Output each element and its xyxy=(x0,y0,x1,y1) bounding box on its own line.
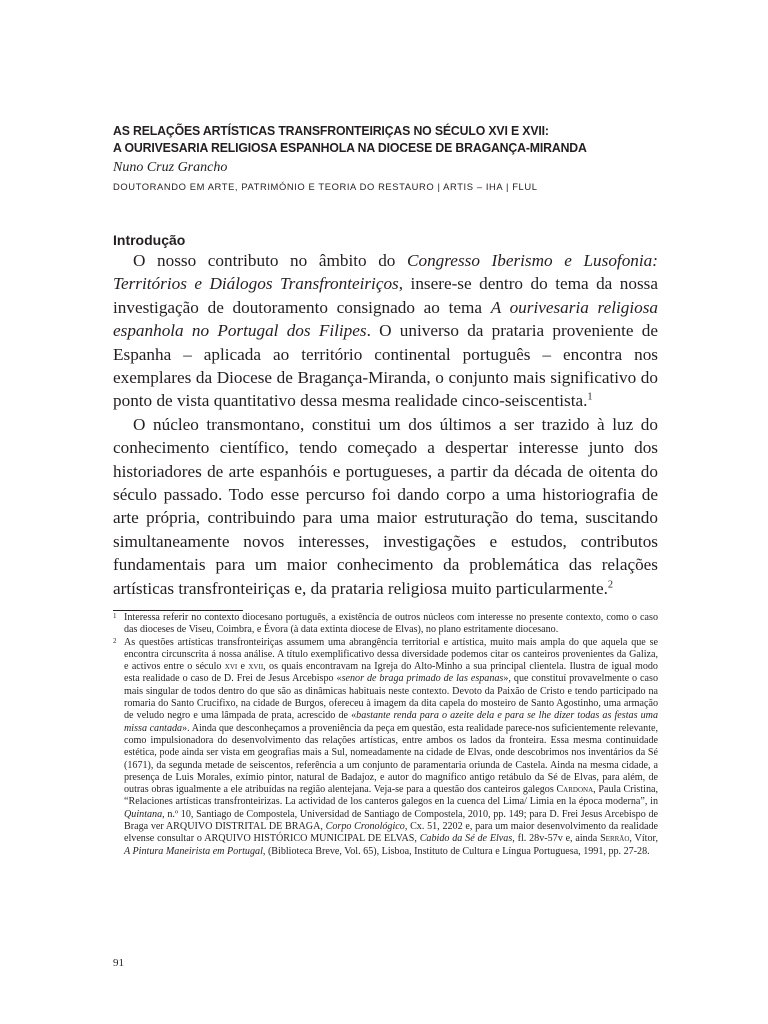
footnote-ref-2[interactable]: 2 xyxy=(607,578,614,590)
page-number: 91 xyxy=(113,957,124,969)
p1-italic-thesis: A ourivesaria religiosa espanhola no Portugal dos Filipes xyxy=(113,297,658,341)
fn2-text-2: e xyxy=(237,661,249,673)
author-affiliation: DOUTORANDO EM ARTE, PATRIMÓNIO E TEORIA DO RESTAURO | ARTIS – IHA | FLUL xyxy=(113,181,538,192)
p2-text: O núcleo transmontano, constitui um dos últimos a ser trazido à luz do conhecimento científico, tendo começado a despertar interesse junto dos historiadores de arte espanhóis e portugueses, a partir da década de oitenta do século passado. Todo esse percurso foi dando corpo a uma historiografia de arte própria, contribuindo para uma maior estruturação do tema, suscitando simultaneamente novos interesses, investigações e estudos, contributos fundamentais para um maior conhecimento da problemática das relações artísticas transfronteiriças e, da prataria religiosa muito particularmente. xyxy=(113,414,658,598)
footnote-1 xyxy=(113,612,658,637)
fn2-century-xvi: xvi xyxy=(224,661,238,673)
fn2-italic-2: bastante renda para o azeite dela e para se lhe dizer todas as festas uma missa cantada xyxy=(124,710,659,734)
fn2-text-9: , fl. 28v-57v e, ainda xyxy=(512,833,601,845)
p1-text-2: , insere-se dentro do tema da nossa investigação de doutoramento consignado ao tema xyxy=(113,274,658,317)
fn2-italic-quintana: Quintana xyxy=(124,808,163,820)
fn2-italic-corpo: Corpo Cronológico xyxy=(325,821,405,833)
fn2-text-10: , Vítor, xyxy=(629,833,658,845)
fn2-author-serrao: Serrão xyxy=(600,833,630,845)
section-heading: Introdução xyxy=(113,232,186,248)
fn2-text-8: , Cx. 51, 2202 e, para um maior desenvolvimento da realidade elvense consultar o ARQUIVO HISTÓRICO MUNICIPAL DE ELVAS, xyxy=(124,821,659,845)
fn2-italic-cabido: Cabido da Sé de Elvas xyxy=(419,833,513,845)
fn2-author-cardona: Cardona xyxy=(556,784,594,796)
article-title xyxy=(113,122,620,156)
footnotes xyxy=(113,612,658,858)
footnote-divider xyxy=(113,610,243,611)
document-page xyxy=(113,0,658,1024)
paragraph-1 xyxy=(113,249,658,413)
fn2-italic-pintura: A Pintura Maneirista em Portugal xyxy=(124,845,263,857)
title-line-1: AS RELAÇÕES ARTÍSTICAS TRANSFRONTEIRIÇAS NO SÉCULO XVI E XVII: xyxy=(113,123,549,138)
fn2-text-3: , os quais encontravam na Igreja do Alto-Minho a sua principal clientela. Ilustra de igual modo esta realidade o caso de D. Frei de Jesus Arcebispo « xyxy=(124,661,658,685)
footnote-2-number: 2 xyxy=(113,636,117,645)
fn2-text-11: , (Biblioteca Breve, Vol. 65), Lisboa, Instituto de Cultura e Língua Portuguesa, 1991, pp. 27-28. xyxy=(262,845,650,857)
footnote-1-text: Interessa referir no contexto diocesano português, a existência de outros núcleos com interesse no presente contexto, como o caso das dioceses de Viseu, Coimbra, e Évora (à data extinta diocese de Elvas), no plano estritamente diocesano. xyxy=(124,612,658,636)
fn2-text-7: , n.º 10, Santiago de Compostela, Universidad de Santiago de Compostela, 2010, pp. 149; para D. Frei Jesus Arcebispo de Braga ver ARQUIVO DISTRITAL DE BRAGA, xyxy=(124,808,658,833)
body-text xyxy=(113,249,658,600)
paragraph-2 xyxy=(113,413,658,600)
footnote-ref-1[interactable]: 1 xyxy=(587,391,593,403)
fn2-century-xvii: xvii xyxy=(248,661,264,673)
p1-italic-congress: Congresso Iberismo e Lusofonia: Territórios e Diálogos Transfronteiriços xyxy=(113,251,658,294)
fn2-italic-1: senor de braga primado de las espanas xyxy=(341,673,504,685)
fn2-text-5: ». Ainda que desconheçamos a proveniência da peça em questão, esta realidade parece-nos suficientemente relevante, como impulsionadora do desenvolvimento das relações artísticas, entre ambos os lados da fronteira. Essa mesma continuidade estética, pode ainda ser vista em geografias mais a Sul, nomeadamente na cidade de Elvas, onde descobrimos nos inventários da Sé (1671), da segunda metade de seiscentos, referência a um conjunto de paramentaria oriunda de Castela. Ainda na mesma cidade, a presença de Luis Morales, exímio pintor, natural de Badajoz, e autor do magnífico antigo retábulo da Sé de Elvas, para além, de outras obras igualmente a ele atribuídas na região alentejana. Veja-se para a questão dos canteiros galegos xyxy=(124,722,658,796)
footnote-2 xyxy=(113,637,658,858)
footnote-1-number: 1 xyxy=(113,612,117,620)
p1-text-3: . O universo da prataria proveniente de Espanha – aplicada ao território continental português – encontra nos exemplares da Diocese de Bragança-Miranda, o conjunto mais significativo do ponto de vista quantitativo dessa mesma realidade cinco-seiscentista. xyxy=(113,321,658,411)
p1-text-1: O nosso contributo no âmbito do xyxy=(133,251,408,270)
fn2-text-4: », que constituí provavelmente o caso mais singular de todos dentro do que são as dinâmicas habituais neste contexto. Devoto da Paixão de Cristo e tendo participado na romaria do Santo Crucifixo, na cidade de Burgos, ofereceu à imagem da dita capela do mosteiro de Santo Agostinho, uma armação de veludo negro e uma lâmpada de prata, acrescido de « xyxy=(124,673,658,722)
fn2-text-1: As questões artísticas transfronteiriças assumem uma abrangência territorial e artística, muito mais ampla do que aquela que se encontra circunscrita á nossa análise. A título exemplificativo dessa diversidade podemos citar os canteiros provenientes da Galiza, e activos entre o século xyxy=(124,636,658,673)
fn2-text-6: , Paula Cristina, “Relaciones artísticas transfronteirizas. La actividad de los canteros galegos en la cuenca del Lima/ Limia en la época moderna”, in xyxy=(124,784,658,808)
author-name: Nuno Cruz Grancho xyxy=(113,160,228,175)
title-line-2: A OURIVESARIA RELIGIOSA ESPANHOLA NA DIOCESE DE BRAGANÇA-MIRANDA xyxy=(113,140,587,155)
